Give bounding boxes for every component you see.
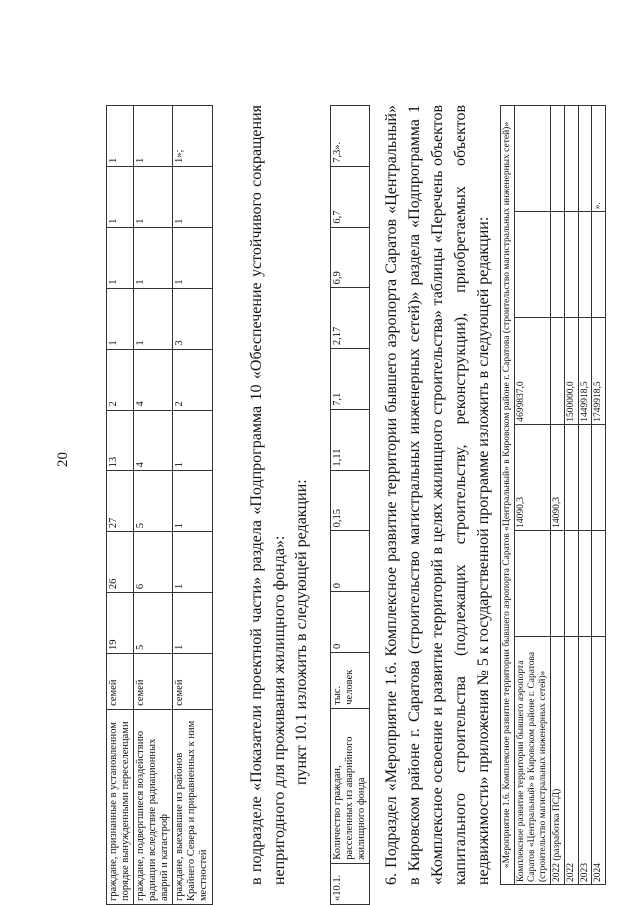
row-label: граждане, подвергшиеся воздействию радиации вследствие радиационных аварий и катастроф <box>134 709 173 904</box>
cell: 0 <box>331 592 370 653</box>
table-row <box>331 106 370 905</box>
cell: 4 <box>134 410 173 471</box>
resettled-citizens-table <box>330 105 370 905</box>
cell: 1 <box>173 593 212 654</box>
cell: 13 <box>107 410 134 471</box>
cell <box>550 212 564 318</box>
table-row <box>173 106 212 905</box>
cell <box>592 530 606 636</box>
cell: 1 <box>134 167 173 228</box>
paragraph-section-6: 6. Подраздел «Мероприятие 1.6. Комплексное развитие территории бывшего аэропорта Саратов «Центральный» в Кировском районе г. Саратова (строительство магистральных инженерных сетей)» раздела «Подпрограмма 1 «Комплексное освоение и развитие территорий в целях жилищного строительства» таблицы «Перечень объектов капитального строительства (подлежащих строительству, реконструкции), приобретаемых объектов недвижимости» приложения № 5 к государственной программе изложить в следующей редакции: <box>383 105 492 885</box>
capital-construction-table <box>500 105 606 885</box>
cell: 1 <box>107 227 134 288</box>
row-unit: тыс. человек <box>331 652 370 708</box>
cell: 7,1 <box>331 349 370 410</box>
cell: 2,17 <box>331 288 370 349</box>
table-header: «Мероприятие 1.6. Комплексное развитие территории бывшего аэропорта Саратов «Центральный» в Кировском районе г. Саратова (строительство магистральных инженерных сетей)» <box>501 106 515 885</box>
cell: 19 <box>107 593 134 654</box>
row-unit: семей <box>107 654 134 710</box>
row-unit: семей <box>134 654 173 710</box>
cell <box>564 424 578 530</box>
cell <box>550 106 564 212</box>
cell: 2 <box>107 349 134 410</box>
cell <box>514 530 550 636</box>
cell: 1749918,5 <box>592 318 606 424</box>
cell: 1 <box>107 167 134 228</box>
cell: 1 <box>107 288 134 349</box>
table-row <box>592 106 606 885</box>
cell: 14090,3 <box>514 424 550 530</box>
cell: 1»; <box>173 106 212 167</box>
cell <box>514 106 550 212</box>
paragraph-item-10-1: пункт 10.1 изложить в следующей редакции: <box>293 479 310 785</box>
cell: 2 <box>173 349 212 410</box>
cell: 26 <box>107 532 134 593</box>
row-name: 2022 (разработка ПСД) <box>550 637 564 885</box>
cell <box>578 530 592 636</box>
row-label: Количество граждан, расселенных из аварийного жилищного фонда <box>331 708 370 863</box>
table-row <box>107 106 134 905</box>
cell <box>550 318 564 424</box>
cell: 4 <box>134 349 173 410</box>
cell: 6,7 <box>331 166 370 227</box>
cell: 6,9 <box>331 227 370 288</box>
cell: 0 <box>331 531 370 592</box>
families-table <box>106 105 213 905</box>
table-row <box>550 106 564 885</box>
cell: 1 <box>173 410 212 471</box>
cell: 0,15 <box>331 470 370 531</box>
cell <box>592 212 606 318</box>
row-label: граждане, выехавшие из районов Крайнего Севера и приравненных к ним местностей <box>173 709 212 904</box>
cell: 1449918,5 <box>578 318 592 424</box>
table-row <box>564 106 578 885</box>
cell: 5 <box>134 471 173 532</box>
table-row <box>578 106 592 885</box>
cell: 1 <box>107 106 134 167</box>
cell: 1 <box>173 167 212 228</box>
table-header-row <box>501 106 515 885</box>
cell: 1 <box>134 106 173 167</box>
cell: 1 <box>134 288 173 349</box>
cell: 7,3». <box>331 106 370 167</box>
cell: 3 <box>173 288 212 349</box>
row-label: граждане, признанные в установленном порядке вынужденными переселенцами <box>107 709 134 904</box>
row-name: 2023 <box>578 637 592 885</box>
cell <box>514 212 550 318</box>
cell <box>578 212 592 318</box>
cell <box>592 424 606 530</box>
rotated-page <box>0 25 640 905</box>
cell: 1 <box>173 227 212 288</box>
cell: 27 <box>107 471 134 532</box>
cell: 6 <box>134 532 173 593</box>
row-name: Комплексное развитие территории бывшего аэропорта Саратов «Центральный» в Кировском районе г. Саратова (строительство магистральных инженерных сетей)» <box>514 637 550 885</box>
cell: 1 <box>134 227 173 288</box>
cell <box>564 106 578 212</box>
row-name: 2022 <box>564 637 578 885</box>
page-number: 20 <box>55 452 71 467</box>
row-number: «10.1. <box>331 863 370 904</box>
row-name: 2024 <box>592 637 606 885</box>
cell <box>564 530 578 636</box>
cell <box>564 212 578 318</box>
paragraph-subsection-10: в подразделе «Показатели проектной части» раздела «Подпрограмма 10 «Обеспечение устойчивого сокращения непригодного для проживания жилищного фонда»: <box>248 105 288 885</box>
table-row <box>514 106 550 885</box>
cell: 1,11 <box>331 409 370 470</box>
cell: 4699837,0 <box>514 318 550 424</box>
cell: 14090,3 <box>550 424 564 530</box>
cell: 1500000,0 <box>564 318 578 424</box>
cell: ». <box>592 106 606 212</box>
table-row <box>134 106 173 905</box>
cell <box>578 424 592 530</box>
cell: 1 <box>173 471 212 532</box>
cell <box>550 530 564 636</box>
cell <box>578 106 592 212</box>
cell: 1 <box>173 532 212 593</box>
row-unit: семей <box>173 654 212 710</box>
cell: 5 <box>134 593 173 654</box>
